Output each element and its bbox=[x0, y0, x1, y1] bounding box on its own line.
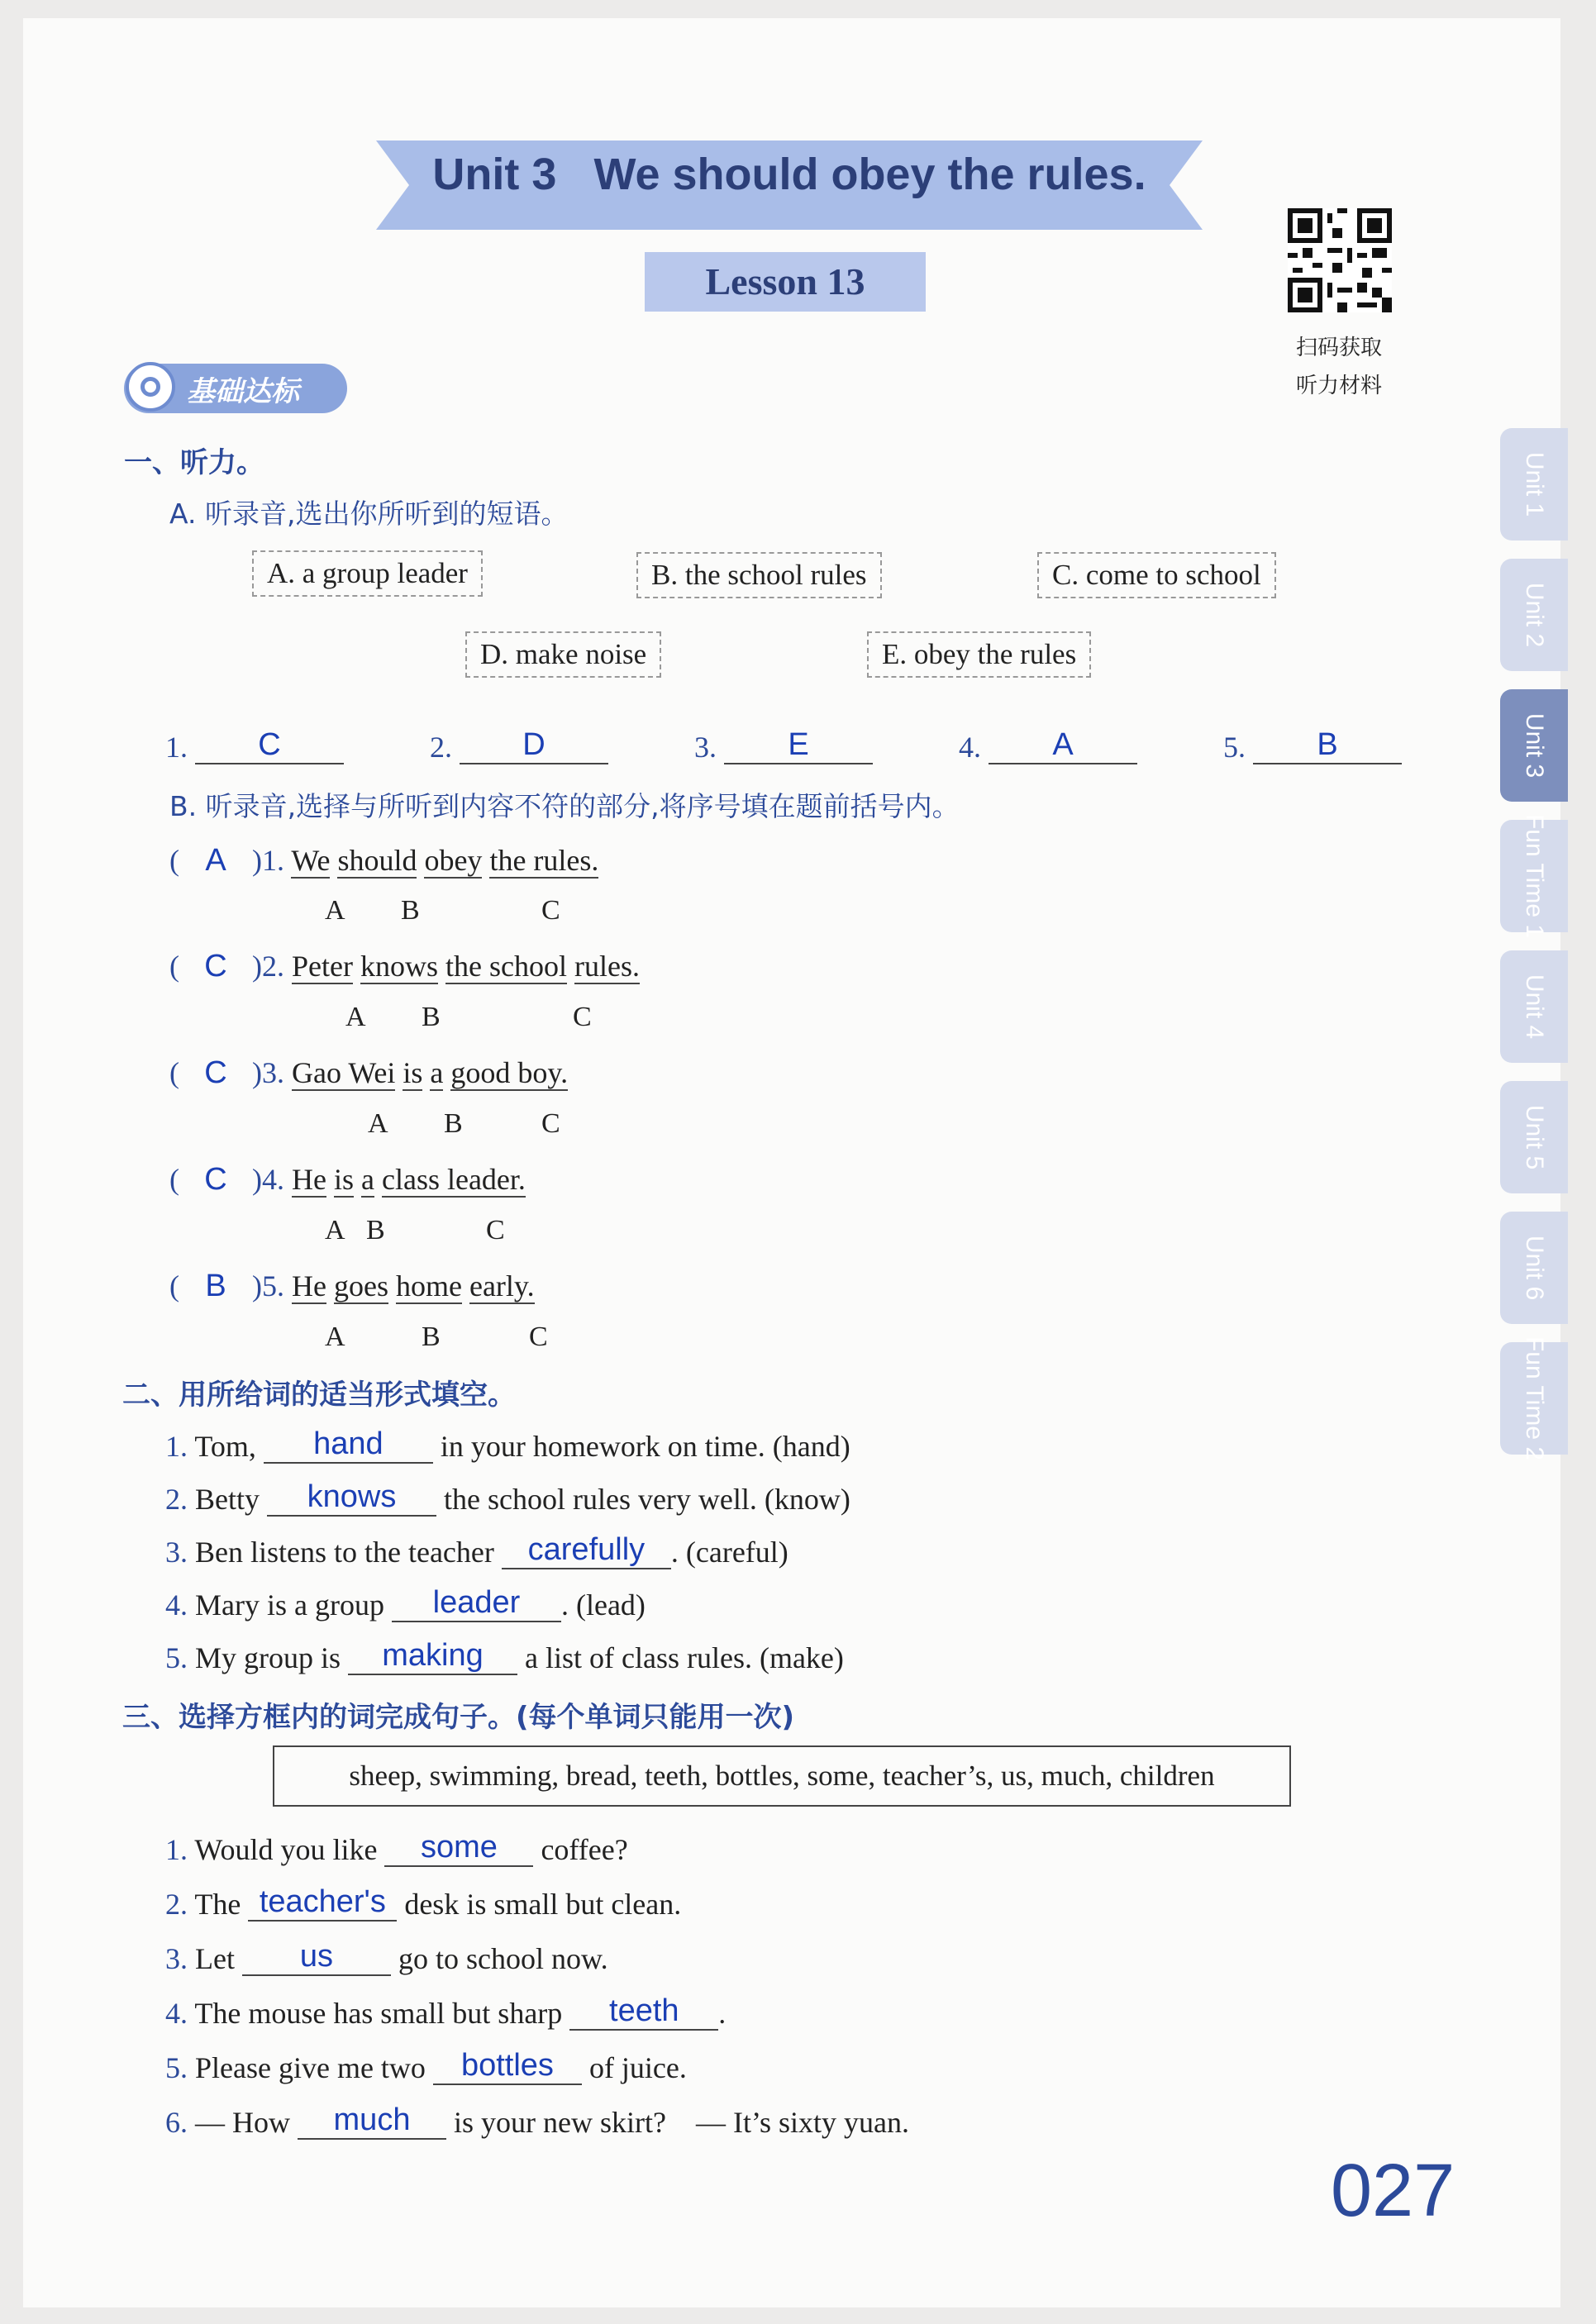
sentence-start: My group is bbox=[195, 1641, 341, 1674]
item-number: )1. bbox=[252, 844, 284, 877]
partA-item-4 bbox=[959, 727, 1137, 764]
bracket-open: ( bbox=[169, 1269, 179, 1302]
option-b: B. the school rules bbox=[636, 552, 882, 598]
item-number: 5. bbox=[1223, 731, 1246, 764]
item-number: 5. bbox=[165, 1641, 188, 1674]
word-a: We bbox=[291, 844, 331, 877]
word-c: obey bbox=[424, 844, 483, 877]
section2-title: 二、用所给词的适当形式填空。 bbox=[122, 1379, 516, 1412]
section2-item-1 bbox=[165, 1426, 850, 1464]
answer-text: leader bbox=[432, 1585, 521, 1620]
section3-item-3 bbox=[165, 1939, 608, 1976]
item-number: 1. bbox=[165, 1833, 188, 1866]
item-number: 1. bbox=[165, 731, 188, 764]
sentence-start: Ben listens to the teacher bbox=[195, 1536, 494, 1569]
answer-blank[interactable] bbox=[1253, 727, 1402, 764]
unit-title bbox=[376, 149, 1203, 200]
bracket-open: ( bbox=[169, 1056, 179, 1089]
option-c: C. come to school bbox=[1037, 552, 1276, 598]
sentence-start: Mary is a group bbox=[195, 1588, 384, 1622]
sentence-end: . (lead) bbox=[560, 1588, 646, 1622]
letter-b: B bbox=[401, 895, 420, 926]
answer-text: A bbox=[1052, 727, 1074, 762]
tab-unit-2[interactable] bbox=[1500, 559, 1568, 671]
sentence-start: Tom, bbox=[194, 1430, 256, 1463]
answer-text: B bbox=[1317, 727, 1338, 762]
sentence-end: . bbox=[718, 1997, 727, 2030]
item-number: )4. bbox=[252, 1163, 284, 1196]
answer-text: D bbox=[522, 727, 545, 762]
answer-blank[interactable] bbox=[264, 1426, 433, 1464]
partB-item-5 bbox=[169, 1269, 535, 1304]
item-number: 2. bbox=[165, 1483, 188, 1516]
answer-blank[interactable] bbox=[242, 1939, 391, 1976]
answer-blank[interactable] bbox=[384, 1830, 533, 1867]
word-c: home bbox=[395, 1269, 462, 1302]
item-number: 2. bbox=[430, 731, 452, 764]
section3-item-5 bbox=[165, 2048, 687, 2085]
partA-item-3 bbox=[694, 727, 873, 764]
tab-label: Fun Time 2 bbox=[1521, 1336, 1548, 1461]
letter-a: A bbox=[325, 895, 345, 926]
letter-b: B bbox=[422, 1002, 441, 1032]
tab-label: Unit 3 bbox=[1521, 712, 1548, 779]
word-c: a bbox=[361, 1163, 374, 1196]
lesson-label: Lesson 13 bbox=[645, 252, 926, 312]
word-a: He bbox=[292, 1163, 326, 1196]
letter-b: B bbox=[366, 1215, 385, 1245]
sentence-end: a list of class rules. (make) bbox=[525, 1641, 844, 1674]
unit-label: Unit 3 bbox=[432, 150, 557, 199]
word-c: the school bbox=[445, 950, 567, 983]
tab-unit-3[interactable] bbox=[1500, 689, 1568, 802]
word-a: Peter bbox=[292, 950, 353, 983]
answer-blank[interactable] bbox=[989, 727, 1137, 764]
word-b: is bbox=[333, 1163, 354, 1196]
partA-item-5 bbox=[1223, 727, 1402, 764]
tab-unit-4[interactable] bbox=[1500, 950, 1568, 1063]
sentence-start: — How bbox=[195, 2106, 290, 2139]
item-number: 1. bbox=[165, 1430, 188, 1463]
letter-c: C bbox=[541, 895, 560, 926]
section3-item-4 bbox=[165, 1993, 726, 2031]
tab-unit-5[interactable] bbox=[1500, 1081, 1568, 1193]
partB-item-2 bbox=[169, 949, 640, 984]
word-d: the rules. bbox=[489, 844, 599, 877]
word-b: is bbox=[403, 1056, 423, 1089]
answer-blank[interactable] bbox=[433, 2048, 582, 2085]
answer-text[interactable]: C bbox=[204, 949, 227, 983]
tab-label: Unit 4 bbox=[1521, 974, 1548, 1040]
qr-caption-line1: 扫码获取 bbox=[1295, 336, 1382, 360]
item-number: 4. bbox=[165, 1997, 188, 2030]
answer-blank[interactable] bbox=[392, 1585, 561, 1622]
answer-text: hand bbox=[313, 1426, 384, 1461]
answer-blank[interactable] bbox=[348, 1638, 517, 1675]
sentence-start: Please give me two bbox=[195, 2051, 426, 2084]
answer-text[interactable]: A bbox=[205, 843, 226, 878]
tab-label: Unit 5 bbox=[1521, 1104, 1548, 1170]
section2-item-3 bbox=[165, 1532, 788, 1569]
letter-a: A bbox=[368, 1108, 388, 1139]
sentence-start: Betty bbox=[195, 1483, 260, 1516]
section2-item-2 bbox=[165, 1479, 850, 1517]
answer-text: some bbox=[420, 1830, 498, 1864]
sentence-end: desk is small but clean. bbox=[404, 1888, 682, 1921]
answer-text: carefully bbox=[527, 1532, 646, 1567]
option-a: A. a group leader bbox=[252, 550, 483, 597]
partA-item-2 bbox=[430, 727, 608, 764]
item-number: 3. bbox=[694, 731, 717, 764]
sentence-end: is your new skirt? — It’s sixty yuan. bbox=[454, 2106, 909, 2139]
sentence-end: of juice. bbox=[588, 2051, 687, 2084]
letter-c: C bbox=[486, 1215, 505, 1245]
tab-label: Unit 1 bbox=[1521, 451, 1548, 517]
bracket-open: ( bbox=[169, 844, 179, 877]
bracket-open: ( bbox=[169, 1163, 179, 1196]
item-number: 4. bbox=[165, 1588, 188, 1622]
sentence-end: the school rules very well. (know) bbox=[444, 1483, 850, 1516]
answer-text: teeth bbox=[609, 1993, 679, 2028]
answer-text: much bbox=[333, 2103, 411, 2137]
word-d: rules. bbox=[574, 950, 640, 983]
bracket-open: ( bbox=[169, 950, 179, 983]
answer-text: E bbox=[788, 727, 809, 762]
answer-blank[interactable] bbox=[569, 1993, 718, 2031]
section1-partA-instruction: A. 听录音,选出你所听到的短语。 bbox=[169, 498, 569, 530]
letter-a: A bbox=[325, 1322, 345, 1352]
sentence-start: Let bbox=[195, 1942, 235, 1975]
answer-text: us bbox=[299, 1939, 334, 1974]
section3-item-2 bbox=[165, 1884, 681, 1922]
sentence-start: Would you like bbox=[194, 1833, 378, 1866]
letter-a: A bbox=[325, 1215, 345, 1245]
item-number: 3. bbox=[165, 1942, 188, 1975]
sentence-end: . (careful) bbox=[670, 1536, 788, 1569]
item-number: )5. bbox=[252, 1269, 284, 1302]
sentence-start: The mouse has small but sharp bbox=[194, 1997, 563, 2030]
letter-c: C bbox=[529, 1322, 548, 1352]
partA-item-1 bbox=[165, 727, 344, 764]
letter-c: C bbox=[573, 1002, 592, 1032]
section3-title: 三、选择方框内的词完成句子。(每个单词只能用一次) bbox=[122, 1701, 795, 1734]
qr-caption bbox=[1256, 329, 1422, 405]
section1-partB-instruction: B. 听录音,选择与所听到内容不符的部分,将序号填在题前括号内。 bbox=[169, 790, 960, 822]
section3-item-6 bbox=[165, 2103, 909, 2140]
page-number: 027 bbox=[1331, 2150, 1455, 2232]
word-d: early. bbox=[469, 1269, 535, 1302]
word-b: goes bbox=[333, 1269, 388, 1302]
word-a: Gao Wei bbox=[292, 1056, 396, 1089]
answer-blank[interactable] bbox=[460, 727, 608, 764]
section2-item-4 bbox=[165, 1585, 646, 1622]
sentence-end: coffee? bbox=[541, 1833, 628, 1866]
answer-blank[interactable] bbox=[724, 727, 873, 764]
letter-c: C bbox=[541, 1108, 560, 1139]
section3-item-1 bbox=[165, 1830, 628, 1867]
tab-unit-6[interactable] bbox=[1500, 1212, 1568, 1324]
item-number: 2. bbox=[165, 1888, 188, 1921]
tab-fun-time-2[interactable] bbox=[1500, 1336, 1568, 1461]
item-number: )2. bbox=[252, 950, 284, 983]
word-d: class leader. bbox=[381, 1163, 526, 1196]
sentence-end: go to school now. bbox=[398, 1942, 608, 1975]
item-number: 6. bbox=[165, 2106, 188, 2139]
partB-item-4 bbox=[169, 1162, 526, 1198]
tab-fun-time-1[interactable] bbox=[1500, 813, 1568, 939]
sentence-end: in your homework on time. (hand) bbox=[440, 1430, 850, 1463]
tab-label: Unit 6 bbox=[1521, 1235, 1548, 1301]
item-number: 5. bbox=[165, 2051, 188, 2084]
word-d: good boy. bbox=[450, 1056, 569, 1089]
answer-text: bottles bbox=[460, 2048, 554, 2083]
section2-item-5 bbox=[165, 1638, 844, 1675]
item-number: )3. bbox=[252, 1056, 284, 1089]
answer-text: teacher's bbox=[259, 1884, 386, 1919]
answer-blank[interactable] bbox=[298, 2103, 446, 2140]
answer-text: C bbox=[258, 727, 281, 762]
tab-label: Fun Time 1 bbox=[1521, 813, 1548, 939]
answer-text[interactable]: C bbox=[204, 1055, 227, 1090]
answer-text[interactable]: B bbox=[205, 1269, 226, 1303]
qr-caption-line2: 听力材料 bbox=[1295, 374, 1382, 398]
unit-title-text: We should obey the rules. bbox=[593, 150, 1146, 199]
sentence-start: The bbox=[194, 1888, 241, 1921]
letter-b: B bbox=[444, 1108, 463, 1139]
answer-blank[interactable] bbox=[267, 1479, 436, 1517]
word-c: a bbox=[430, 1056, 444, 1089]
option-e: E. obey the rules bbox=[867, 631, 1091, 678]
item-number: 4. bbox=[959, 731, 981, 764]
answer-text: making bbox=[382, 1638, 484, 1673]
partB-item-3 bbox=[169, 1055, 568, 1091]
letter-a: A bbox=[345, 1002, 366, 1032]
answer-blank[interactable] bbox=[248, 1884, 397, 1922]
qr-code-icon[interactable] bbox=[1288, 208, 1392, 312]
option-d: D. make noise bbox=[465, 631, 661, 678]
partB-item-1 bbox=[169, 843, 598, 879]
answer-blank[interactable] bbox=[502, 1532, 671, 1569]
word-a: He bbox=[292, 1269, 326, 1302]
word-bank-box: sheep, swimming, bread, teeth, bottles, some, teacher’s, us, much, children bbox=[273, 1745, 1291, 1807]
word-b: should bbox=[337, 844, 417, 877]
answer-text: knows bbox=[307, 1479, 397, 1514]
answer-blank[interactable] bbox=[195, 727, 344, 764]
target-icon bbox=[126, 362, 175, 412]
letter-b: B bbox=[422, 1322, 441, 1352]
item-number: 3. bbox=[165, 1536, 188, 1569]
section1-title: 一、听力。 bbox=[124, 446, 264, 479]
tab-label: Unit 2 bbox=[1521, 582, 1548, 648]
tab-unit-1[interactable] bbox=[1500, 428, 1568, 541]
badge-label: 基础达标 bbox=[187, 375, 299, 408]
word-b: knows bbox=[360, 950, 438, 983]
answer-text[interactable]: C bbox=[204, 1162, 227, 1197]
